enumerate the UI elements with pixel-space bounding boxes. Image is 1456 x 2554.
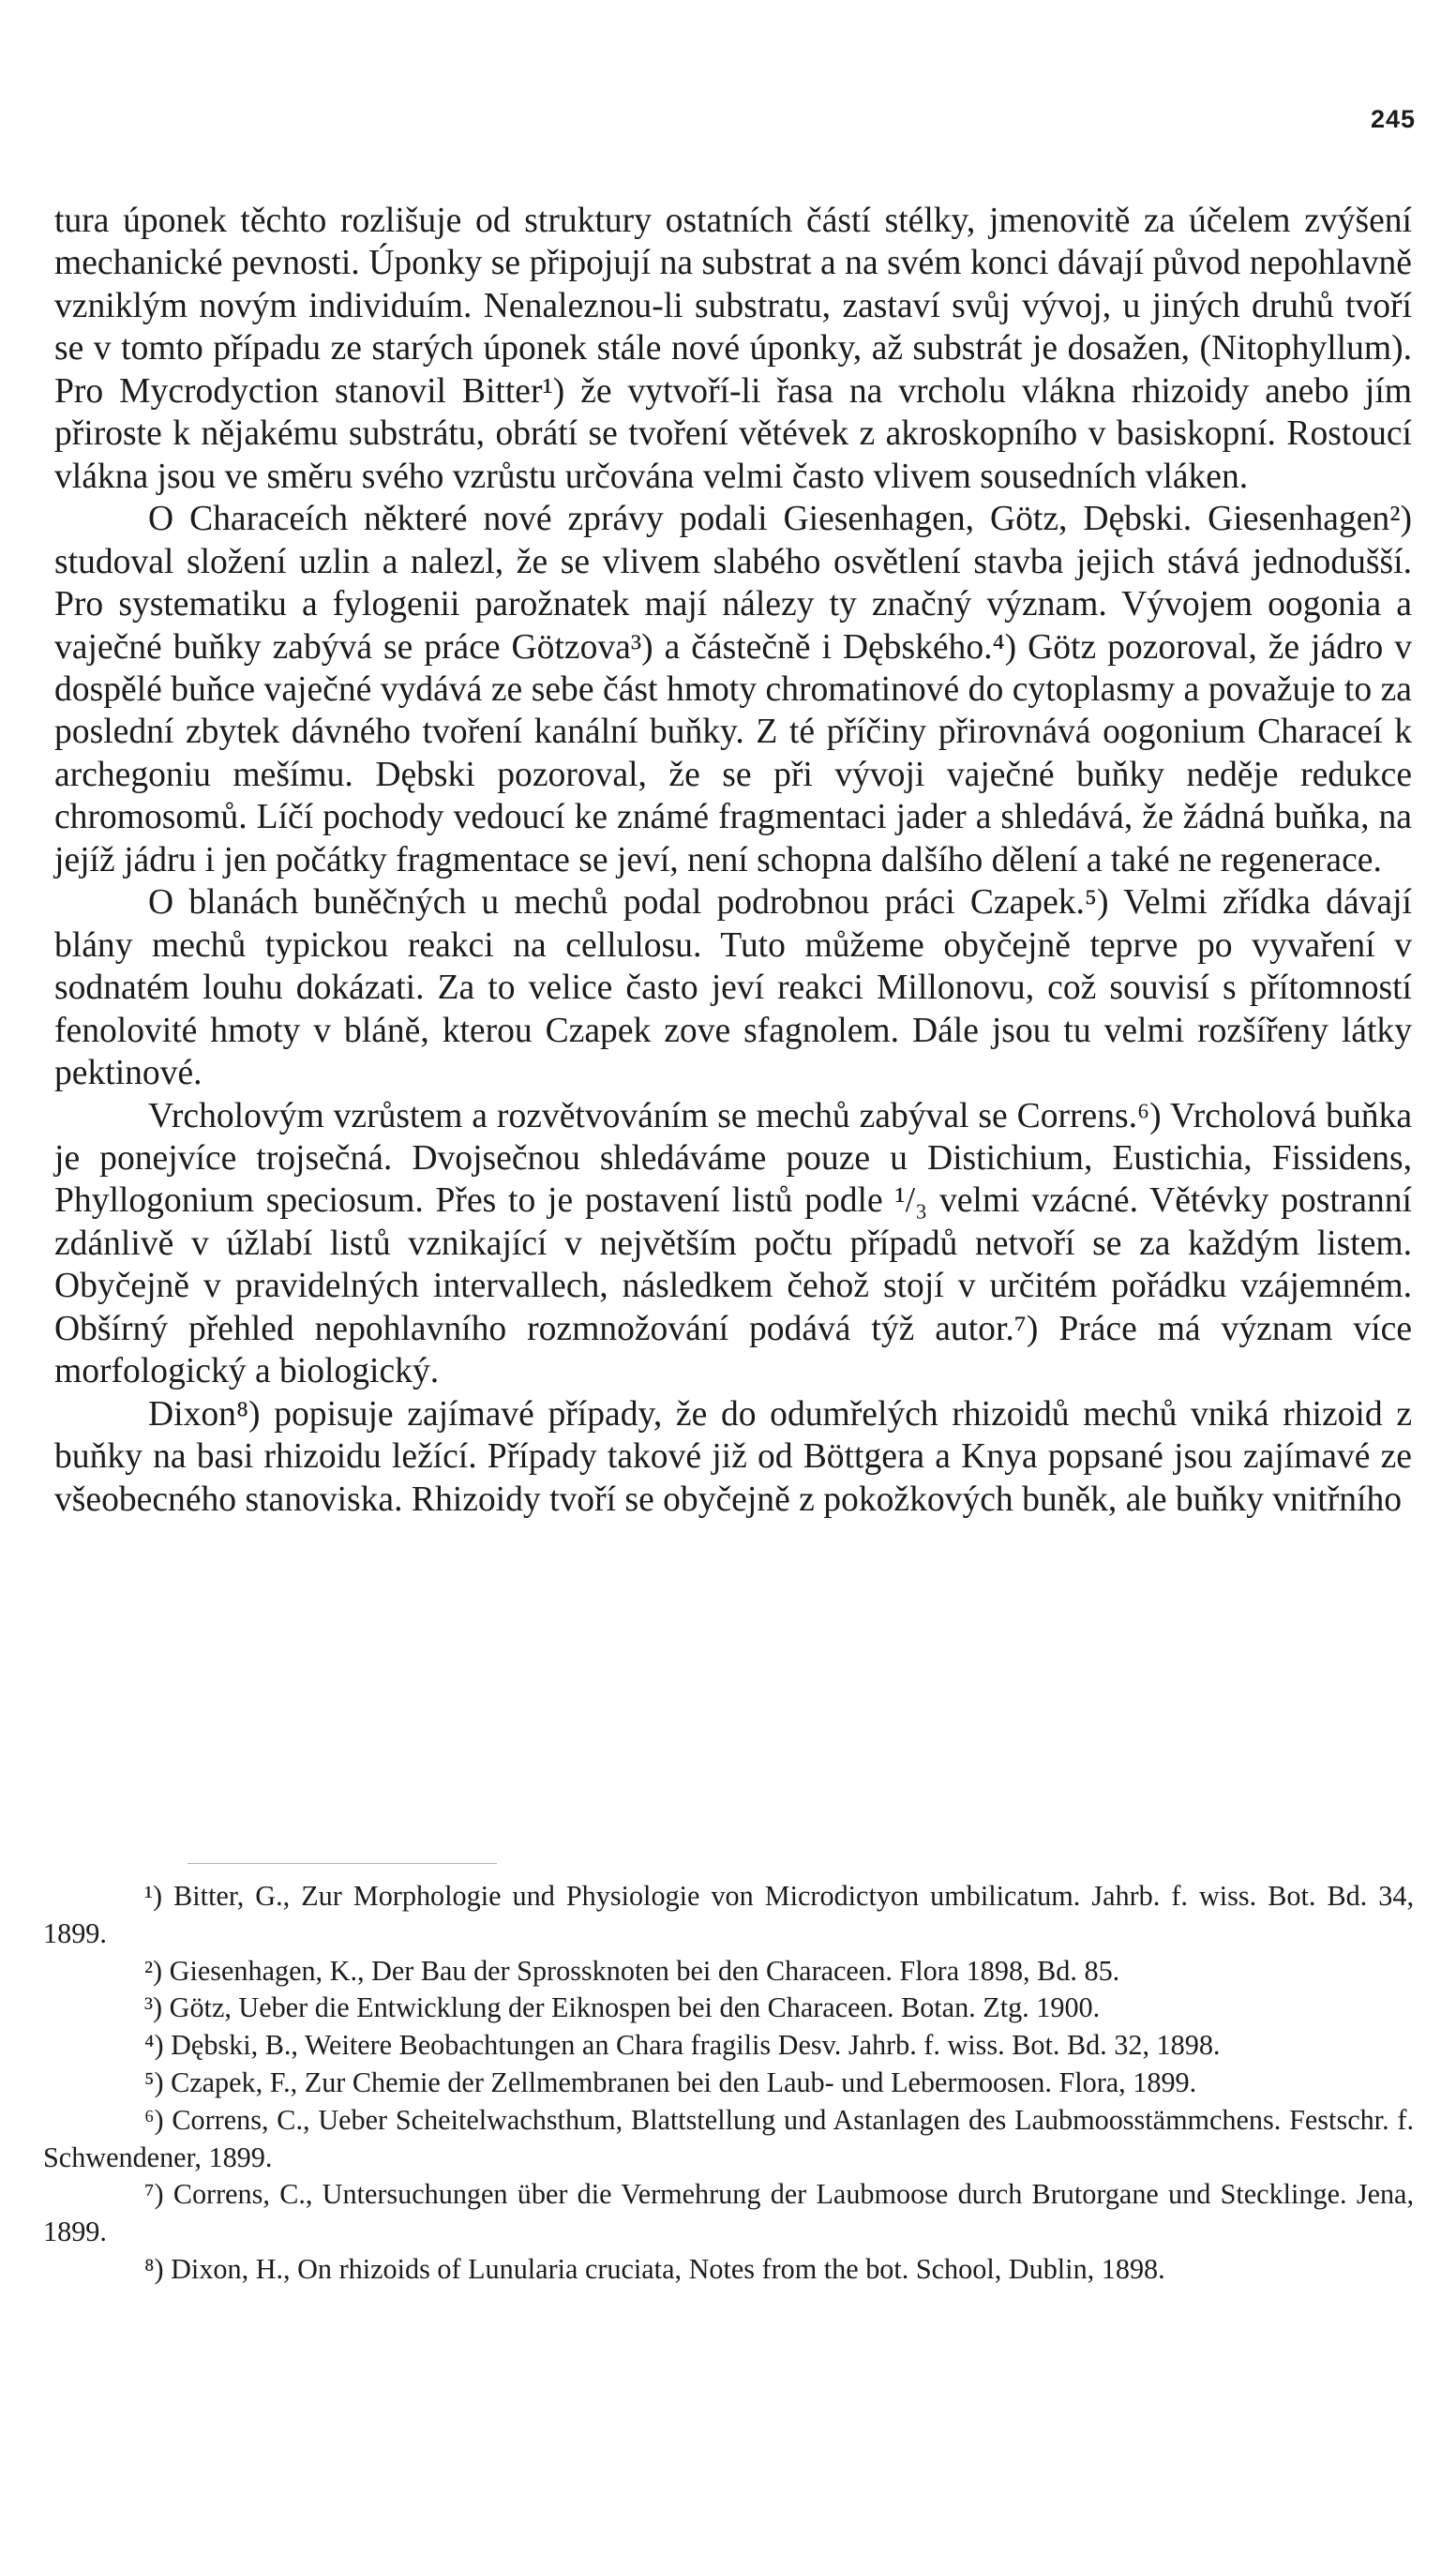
footnote [43, 2176, 1414, 2251]
footnote-text: Dixon, H., On rhizoids of Lunularia cruciata, Notes from the bot. School, Dublin, 1898. [171, 2252, 1165, 2285]
page-number: 245 [1370, 105, 1416, 133]
footnote-mark: ¹) [144, 1880, 163, 1912]
paragraph: O Characeích některé nové zprávy podali Giesenhagen, Götz, Dębski. Giesenhagen²) studoval složení uzlin a nalezl, že se vlivem slabého osvětlení stavba jejich stává jednodušší. Pro systematiku a fylogenii parožnatek mají nálezy ty značný význam. Vývojem oogonia a vaječné buňky zabývá se práce Götzova³) a částečně i Dębského.⁴) Götz pozoroval, že jádro v dospělé buňce vaječné vydává ze sebe část hmoty chromatinové do cytoplasmy a považuje to za poslední zbytek dávného tvoření kanální buňky. Z té příčiny přirovnává oogonium Characeí k archegoniu mešímu. Dębski pozoroval, že se při vývoji vaječné buňky neděje redukce chromosomů. Líčí pochody vedoucí ke známé fragmentaci jader a shledává, že žádná buňka, na jejíž jádru i jen počátky fragmentace se jeví, není schopna dalšího dělení a také ne regenerace. [54, 500, 1412, 879]
footnote-mark: ⁵) [144, 2066, 164, 2098]
footnote-mark: ²) [144, 1954, 163, 1987]
footnote-mark: ⁷) [144, 2178, 164, 2211]
footnote-text: Dębski, B., Weitere Beobachtungen an Chara fragilis Desv. Jahrb. f. wiss. Bot. Bd. 32, 1898. [171, 2029, 1221, 2062]
footnote [43, 2102, 1414, 2177]
paragraph: O blanách buněčných u mechů podal podrobnou práci Czapek.⁵) Velmi zřídka dávají blány mechů typickou reakci na cellulosu. Tuto můžeme obyčejně teprve po vyvaření v sodnatém louhu dokázati. Za to velice často jeví reakci Millonovu, což souvisí s přítomností fenolovité hmoty v bláně, kterou Czapek zove sfagnolem. Dále jsou tu velmi rozšířeny látky pektinové. [54, 883, 1412, 1093]
footnote-text: Correns, C., Untersuchungen über die Vermehrung der Laubmoose durch Brutorgane und Stecklinge. Jena, 1899. [43, 2178, 1415, 2248]
body-text [54, 200, 1412, 1521]
footnote-text: Correns, C., Ueber Scheitelwachsthum, Blattstellung und Astanlagen des Laubmoosstämmchens. Festschr. f. Schwendener, 1899. [43, 2103, 1415, 2173]
footnote-mark: ⁴) [144, 2029, 164, 2062]
footnote [43, 1878, 1414, 1953]
footnote [43, 1953, 1414, 1991]
footnote-text: Bitter, G., Zur Morphologie und Physiologie von Microdictyon umbilicatum. Jahrb. f. wiss. Bot. Bd. 34, 1899. [43, 1880, 1414, 1949]
footnote [43, 1990, 1414, 2027]
footnote [43, 2027, 1414, 2065]
paragraph: Vrcholovým vzrůstem a rozvětvováním se mechů zabýval se Correns.⁶) Vrcholová buňka je ponejvíce trojsečná. Dvojsečnou shledáváme pouze u Distichium, Eustichia, Fissidens, Phyllogonium speciosum. Přes to je postavení listů podle ¹/₃ velmi vzácné. Větévky postranní zdánlivě v úžlabí listů vznikající v největším počtu případů netvoří se za každým listem. Obyčejně v pravidelných intervallech, následkem čehož stojí v určitém pořádku vzájemném. Obšírný přehled nepohlavního rozmnožování podává týž autor.⁷) Práce má význam více morfologický a biologický. [54, 1096, 1412, 1391]
footnote-mark: ³) [144, 1991, 163, 2024]
footnote-text: Götz, Ueber die Entwicklung der Eiknospen bei den Characeen. Botan. Ztg. 1900. [169, 1991, 1101, 2024]
paragraph: tura úponek těchto rozlišuje od struktury ostatních částí stélky, jmenovitě za účelem zvýšení mechanické pevnosti. Úponky se připojují na substrat a na svém konci dávají původ nepohlavně vzniklým novým individuím. Nenaleznou-li substratu, zastaví svůj vývoj, u jiných druhů tvoří se v tomto případu ze starých úponek stále nové úponky, až substrát je dosažen, (Nitophyllum). Pro Mycrodyction stanovil Bitter¹) že vytvoří-li řasa na vrcholu vlákna rhizoidy anebo jím přiroste k nějakému substrátu, obrátí se tvoření větévek z akroskopního v basiskopní. Rostoucí vlákna jsou ve směru svého vzrůstu určována velmi často vlivem sousedních vláken. [54, 202, 1412, 496]
footnote-text: Giesenhagen, K., Der Bau der Sprossknoten bei den Characeen. Flora 1898, Bd. 85. [169, 1954, 1120, 1987]
footnote-divider [188, 1863, 497, 1864]
footnote [43, 2065, 1414, 2102]
footnote-mark: ⁶) [144, 2103, 164, 2136]
footnote-text: Czapek, F., Zur Chemie der Zellmembranen bei den Laub- und Lebermoosen. Flora, 1899. [171, 2066, 1197, 2098]
footnotes [43, 1878, 1414, 2289]
footnote [43, 2251, 1414, 2289]
footnote-mark: ⁸) [144, 2252, 164, 2285]
paragraph: Dixon⁸) popisuje zajímavé případy, že do odumřelých rhizoidů mechů vniká rhizoid z buňky na basi rhizoidu ležící. Případy takové již od Böttgera a Knya popsané jsou zajímavé ze všeobecného stanoviska. Rhizoidy tvoří se obyčejně z pokožkových buněk, ale buňky vnitřního [54, 1394, 1412, 1519]
